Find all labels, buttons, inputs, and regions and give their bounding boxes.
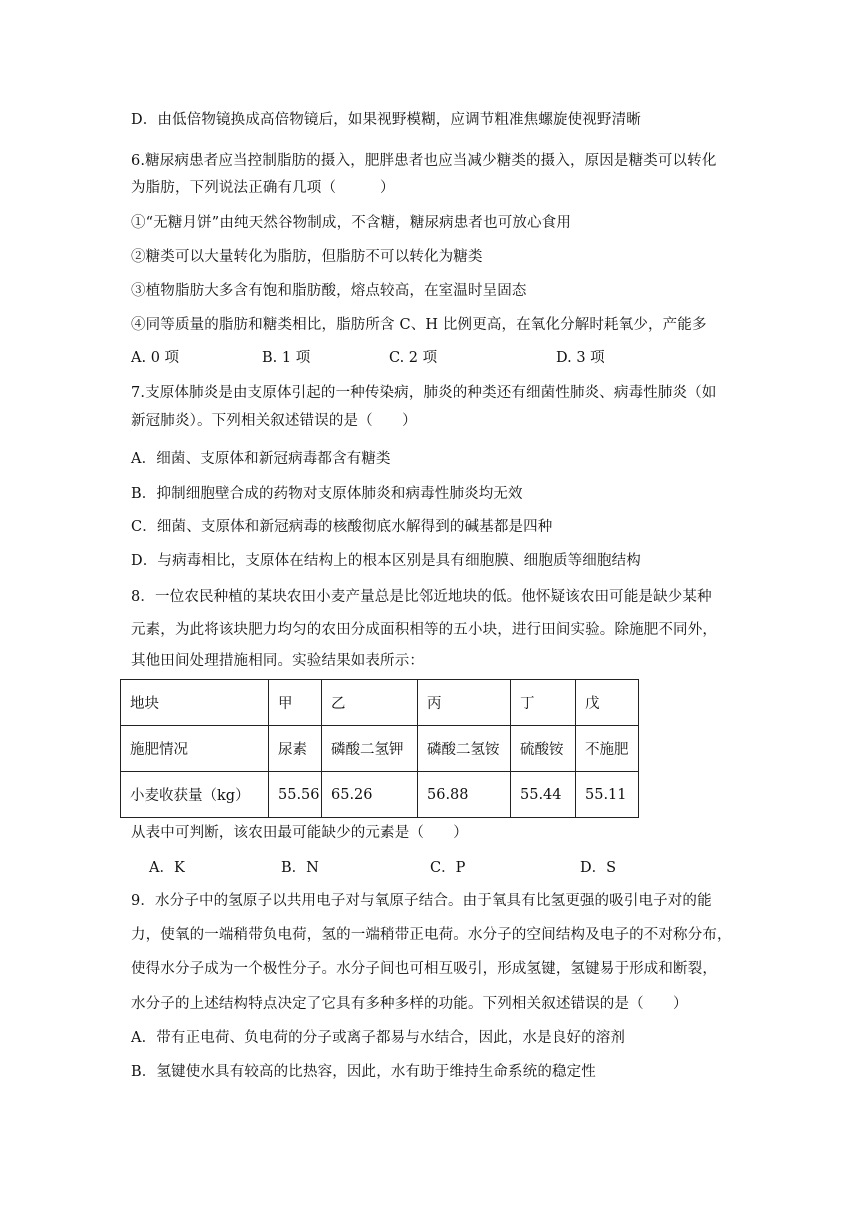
q8-stem-line2: 元素，为此将该块肥力均匀的农田分成面积相等的五小块，进行田间实验。除施肥不同外， [131, 622, 717, 638]
table-cell: 不施肥 [576, 726, 639, 772]
q7-option-c: C．细菌、支原体和新冠病毒的核酸彻底水解得到的碱基都是四种 [131, 519, 553, 535]
table-cell: 戊 [576, 680, 639, 726]
q7-option-d: D．与病毒相比，支原体在结构上的根本区别是具有细胞膜、细胞质等细胞结构 [131, 553, 641, 569]
q9-stem-line3: 使得水分子成为一个极性分子。水分子间也可相互吸引，形成氢键，氢键易于形成和断裂， [131, 961, 717, 977]
q9-option-a: A．带有正电荷、负电荷的分子或离子都易与水结合，因此，水是良好的溶剂 [131, 1030, 626, 1046]
table-cell: 乙 [322, 680, 418, 726]
q8-prompt: 从表中可判断，该农田最可能缺少的元素是（ ） [131, 825, 468, 841]
table-cell: 施肥情况 [121, 726, 269, 772]
q6-statement-1: ①“无糖月饼”由纯天然谷物制成，不含糖，糖尿病患者也可放心食用 [131, 215, 571, 231]
q9-stem-line4: 水分子的上述结构特点决定了它具有多种多样的功能。下列相关叙述错误的是（ ） [131, 996, 688, 1012]
table-cell: 丁 [511, 680, 576, 726]
table-cell: 56.88 [418, 772, 511, 818]
fertilizer-table [120, 679, 639, 818]
q6-option-b: B. 1 项 [262, 350, 311, 366]
q6-statement-4: ④同等质量的脂肪和糖类相比，脂肪所含 C、H 比例更高，在氧化分解时耗氧少，产能多 [131, 317, 707, 333]
q6-statement-3: ③植物脂肪大多含有饱和脂肪酸，熔点较高，在室温时呈固态 [131, 283, 527, 299]
table-cell: 磷酸二氢钾 [322, 726, 418, 772]
table-cell: 尿素 [269, 726, 322, 772]
q9-option-b: B．氢键使水具有较高的比热容，因此，水有助于维持生命系统的稳定性 [131, 1064, 596, 1080]
table-cell: 地块 [121, 680, 269, 726]
q5-option-d: D．由低倍物镜换成高倍物镜后，如果视野模糊，应调节粗准焦螺旋使视野清晰 [131, 112, 641, 128]
table-cell: 磷酸二氢铵 [418, 726, 511, 772]
q8-option-c: C．P [430, 860, 466, 876]
q8-stem-line1: 8．一位农民种植的某块农田小麦产量总是比邻近地块的低。他怀疑该农田可能是缺少某种 [131, 589, 712, 605]
q6-option-d: D. 3 项 [556, 350, 605, 366]
table-cell: 丙 [418, 680, 511, 726]
q7-stem-line1: 7.支原体肺炎是由支原体引起的一种传染病，肺炎的种类还有细菌性肺炎、病毒性肺炎（如 [131, 385, 717, 401]
table-row [121, 680, 639, 726]
q6-stem-line2: 为脂肪，下列说法正确有几项（ ） [131, 180, 395, 196]
q7-stem-line2: 新冠肺炎）。下列相关叙述错误的是（ ） [131, 413, 417, 429]
q8-option-d: D．S [580, 860, 617, 876]
q6-option-c: C. 2 项 [389, 350, 438, 366]
table-cell: 甲 [269, 680, 322, 726]
table-row [121, 772, 639, 818]
q7-option-a: A．细菌、支原体和新冠病毒都含有糖类 [131, 451, 391, 467]
q6-statement-2: ②糖类可以大量转化为脂肪，但脂肪不可以转化为糖类 [131, 249, 483, 265]
q8-stem-line3: 其他田间处理措施相同。实验结果如表所示： [131, 653, 424, 669]
q6-option-a: A. 0 项 [131, 350, 180, 366]
q9-stem-line2: 力，使氧的一端稍带负电荷，氢的一端稍带正电荷。水分子的空间结构及电子的不对称分布， [131, 927, 732, 943]
q6-stem-line1: 6.糖尿病患者应当控制脂肪的摄入，肥胖患者也应当减少糖类的摄入，原因是糖类可以转化 [131, 153, 717, 169]
table-cell: 55.56 [269, 772, 322, 818]
table-cell: 55.44 [511, 772, 576, 818]
q8-option-b: B．N [281, 860, 319, 876]
q8-option-a: A．K [149, 860, 185, 876]
table-cell: 小麦收获量（kg） [121, 772, 269, 818]
table-cell: 硫酸铵 [511, 726, 576, 772]
table-row [121, 726, 639, 772]
table-cell: 55.11 [576, 772, 639, 818]
q7-option-b: B．抑制细胞壁合成的药物对支原体肺炎和病毒性肺炎均无效 [131, 486, 523, 502]
table-cell: 65.26 [322, 772, 418, 818]
q9-stem-line1: 9．水分子中的氢原子以共用电子对与氧原子结合。由于氧具有比氢更强的吸引电子对的能 [131, 893, 712, 909]
